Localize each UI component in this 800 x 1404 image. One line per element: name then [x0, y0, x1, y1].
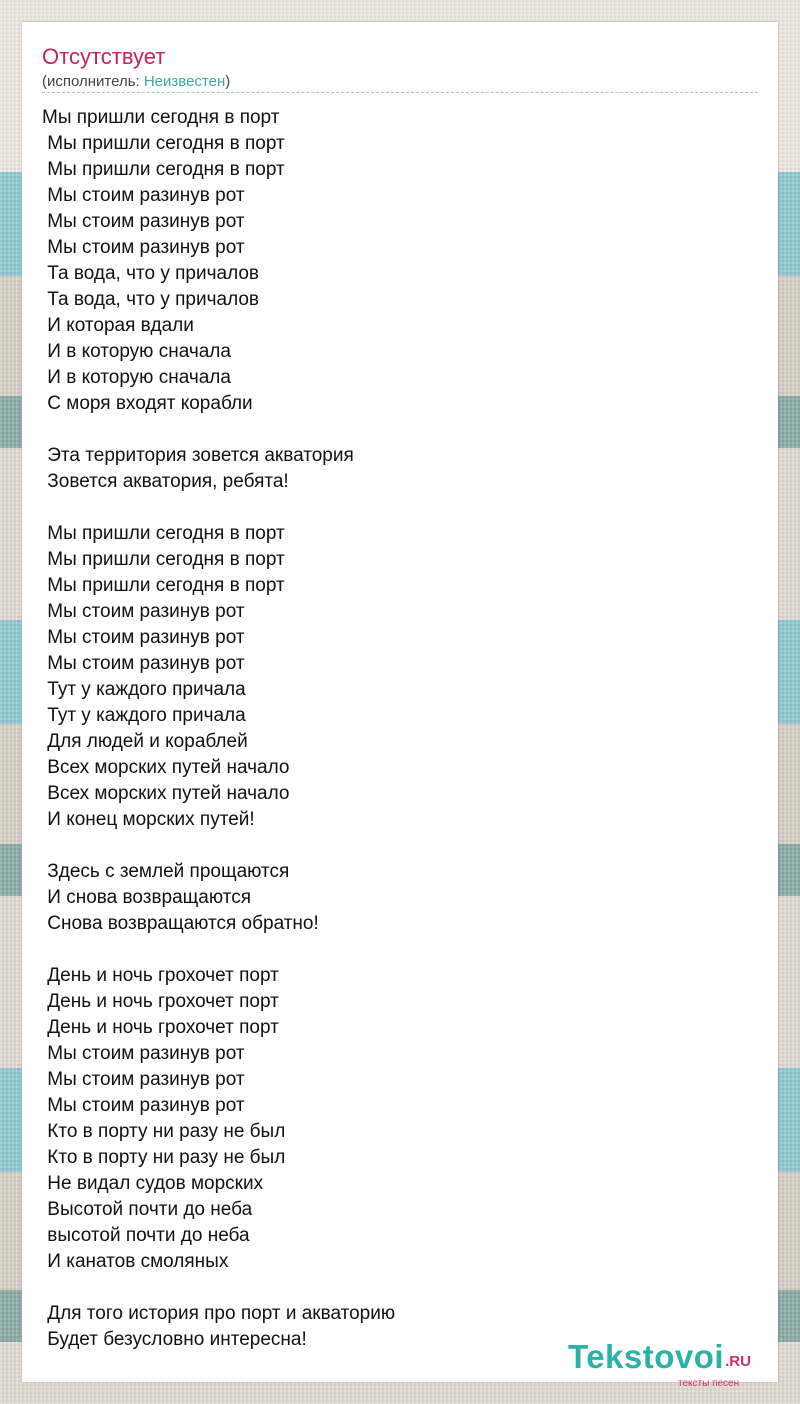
lyrics-line: Мы стоим разинув рот: [42, 601, 245, 622]
lyrics-text: [42, 105, 742, 1353]
lyrics-line: Мы стоим разинув рот: [42, 1095, 245, 1116]
lyrics-line: Тут у каждого причала: [42, 705, 246, 726]
lyrics-line: Мы стоим разинув рот: [42, 185, 245, 206]
lyrics-line: Та вода, что у причалов: [42, 289, 260, 310]
lyrics-line: И в которую сначала: [42, 367, 231, 388]
lyrics-line: Кто в порту ни разу не был: [42, 1147, 286, 1168]
logo-tagline: тексты песен: [678, 1378, 740, 1389]
lyrics-line: День и ночь грохочет порт: [42, 991, 279, 1012]
logo-tld: .RU: [725, 1353, 751, 1370]
lyrics-line: Не видал судов морских: [42, 1173, 264, 1194]
lyrics-line: Мы стоим разинув рот: [42, 627, 245, 648]
title-divider: [42, 92, 758, 93]
lyrics-line: Кто в порту ни разу не был: [42, 1121, 286, 1142]
lyrics-line: Для того история про порт и акваторию: [42, 1303, 396, 1324]
lyrics-line: День и ночь грохочет порт: [42, 1017, 279, 1038]
lyrics-line: Мы пришли сегодня в порт: [42, 549, 285, 570]
lyrics-line: Мы стоим разинув рот: [42, 211, 245, 232]
lyrics-blank-line: [42, 1275, 742, 1301]
lyrics-line: Мы стоим разинув рот: [42, 1043, 245, 1064]
lyrics-line: С моря входят корабли: [42, 393, 253, 414]
lyrics-line: Всех морских путей начало: [42, 757, 290, 778]
lyrics-blank-line: [42, 937, 742, 963]
lyrics-line: Эта территория зовется акватория: [42, 445, 354, 466]
lyrics-line: Снова возвращаются обратно!: [42, 913, 319, 934]
lyrics-blank-line: [42, 833, 742, 859]
lyrics-line: И снова возвращаются: [42, 887, 251, 908]
lyrics-line: Здесь с землей прощаются: [42, 861, 290, 882]
performer-link[interactable]: Неизвестен: [143, 73, 226, 90]
lyrics-line: Мы стоим разинув рот: [42, 653, 245, 674]
lyrics-line: Для людей и кораблей: [42, 731, 248, 752]
lyrics-line: Мы пришли сегодня в порт: [42, 523, 285, 544]
lyrics-line: Будет безусловно интересна!: [42, 1329, 307, 1350]
lyrics-line: И конец морских путей!: [42, 809, 255, 830]
lyrics-blank-line: [42, 417, 742, 443]
lyrics-line: И которая вдали: [42, 315, 194, 336]
performer-suffix: ): [225, 73, 231, 90]
lyrics-line: И в которую сначала: [42, 341, 231, 362]
lyrics-line: Тут у каждого причала: [42, 679, 246, 700]
lyrics-line: Зовется акватория, ребята!: [42, 471, 289, 492]
song-title: Отсутствует: [42, 44, 166, 69]
performer-line: [42, 73, 230, 91]
lyrics-line: Мы пришли сегодня в порт: [42, 133, 285, 154]
lyrics-line: Мы пришли сегодня в порт: [42, 575, 285, 596]
lyrics-line: Высотой почти до неба: [42, 1199, 253, 1220]
site-logo[interactable]: [568, 1338, 751, 1389]
logo-name: Tekstovoi: [568, 1338, 725, 1375]
lyrics-blank-line: [42, 495, 742, 521]
lyrics-line: Всех морских путей начало: [42, 783, 290, 804]
performer-prefix: (исполнитель:: [42, 73, 144, 90]
lyrics-line: День и ночь грохочет порт: [42, 965, 279, 986]
lyrics-line: высотой почти до неба: [42, 1225, 250, 1246]
lyrics-line: Та вода, что у причалов: [42, 263, 260, 284]
lyrics-line: Мы стоим разинув рот: [42, 237, 245, 258]
lyrics-line: Мы стоим разинув рот: [42, 1069, 245, 1090]
lyrics-card: [22, 22, 778, 1389]
lyrics-line: И канатов смоляных: [42, 1251, 229, 1272]
lyrics-line: Мы пришли сегодня в порт: [42, 107, 280, 128]
lyrics-line: Мы пришли сегодня в порт: [42, 159, 285, 180]
